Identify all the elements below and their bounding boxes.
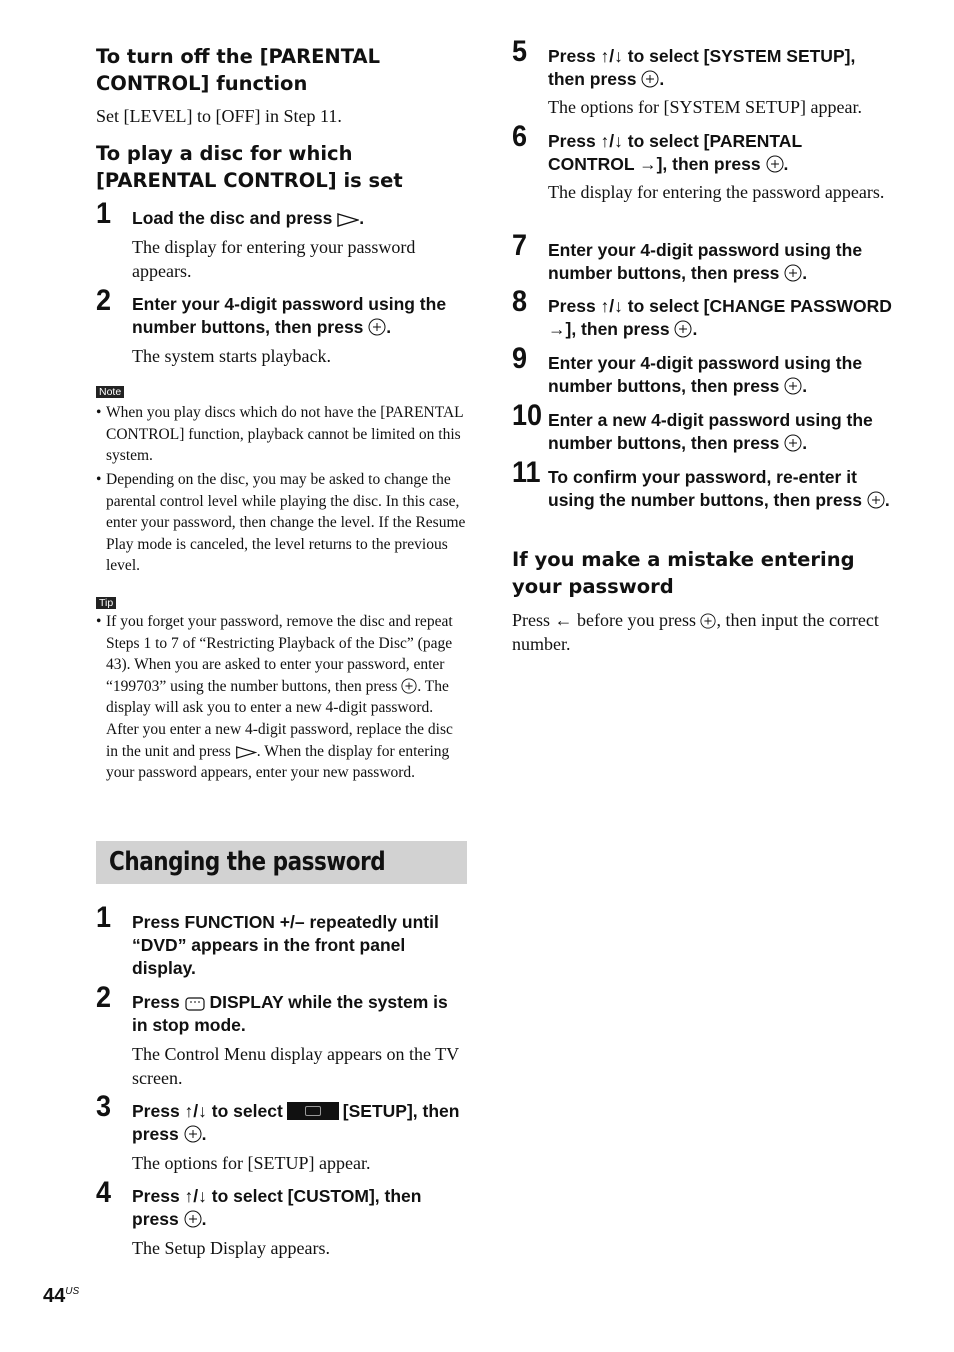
enter-icon [368, 318, 386, 336]
enter-icon [867, 491, 885, 509]
step-number: 9 [512, 342, 528, 375]
step-instruction: Press ↑/↓ to select [SETUP], then press . [132, 1101, 460, 1144]
section-title: Changing the password [109, 847, 386, 877]
step-instruction: Load the disc and press . [132, 208, 365, 228]
enter-icon [674, 320, 692, 338]
step-instruction: Enter your 4-digit password using the number buttons, then press . [132, 294, 447, 337]
step-number: 10 [512, 399, 543, 432]
step-instruction: Press ↑/↓ to select [CHANGE PASSWORD →], then press . [548, 296, 892, 339]
step-instruction: Press ↑/↓ to select [CUSTOM], then press . [132, 1186, 422, 1229]
play-icon [235, 746, 257, 759]
enter-icon [641, 70, 659, 88]
step-number: 11 [512, 456, 541, 489]
tip-item: • If you forget your password, remove the disc and repeat Steps 1 to 7 of “Restricting Playback of the Disc” (page 43). When you are asked to enter your password, enter “199703” using the number buttons, then press . The display will ask you to enter a new 4-digit password. After you enter a new 4-digit password, replace the disc in the unit and press . When the display for entering your password appears, enter your new password. [96, 611, 468, 784]
heading-play-disc: To play a disc for which [PARENTAL CONTROL] is set [96, 142, 403, 192]
heading-turn-off-parental: To turn off the [PARENTAL CONTROL] function [96, 45, 381, 95]
enter-icon [784, 434, 802, 452]
step-number: 2 [96, 284, 112, 317]
step-instruction: Press FUNCTION +/– repeatedly until “DVD” appears in the front panel display. [132, 912, 439, 978]
step-result: The options for [SYSTEM SETUP] appear. [548, 97, 862, 117]
step-number: 4 [96, 1176, 112, 1209]
enter-icon [401, 678, 417, 694]
step-number: 5 [512, 35, 528, 68]
step-instruction: Press DISPLAY while the system is in stop mode. [132, 992, 448, 1035]
note-item: • When you play discs which do not have the [PARENTAL CONTROL] function, playback cannot be limited on this system. [96, 402, 468, 467]
play-icon [337, 213, 359, 227]
turn-off-text: Set [LEVEL] to [OFF] in Step 11. [96, 106, 342, 126]
enter-icon [184, 1210, 202, 1228]
step-number: 7 [512, 229, 528, 262]
step-number: 3 [96, 1090, 112, 1123]
step-number: 2 [96, 981, 112, 1014]
setup-toolbox-icon [287, 1102, 339, 1120]
step-number: 1 [96, 197, 112, 230]
step-instruction: Enter your 4-digit password using the number buttons, then press . [548, 240, 863, 283]
enter-icon [184, 1125, 202, 1143]
step-result: The Control Menu display appears on the TV screen. [132, 1044, 459, 1088]
step-number: 1 [96, 901, 112, 934]
page-number: $44^{US}$ [43, 1285, 80, 1307]
step-result: The Setup Display appears. [132, 1238, 330, 1258]
mistake-text: Press ← before you press , then input the correct number. [512, 610, 879, 654]
step-instruction: Enter your 4-digit password using the number buttons, then press . [548, 353, 863, 396]
step-result: The display for entering your password appears. [132, 237, 416, 281]
enter-icon [766, 155, 784, 173]
enter-icon [700, 613, 716, 629]
display-icon [185, 997, 205, 1011]
step-instruction: To confirm your password, re-enter it using the number buttons, then press . [548, 467, 890, 510]
step-number: 8 [512, 285, 528, 318]
note-item: • Depending on the disc, you may be asked to change the parental control level while playing the disc. In this case, enter your password, then change the level. If the Resume Play mode is canceled, the level returns to the previous level. [96, 469, 468, 577]
tip-badge: Tip [96, 597, 116, 609]
step-instruction: Press ↑/↓ to select [PARENTAL CONTROL →], then press . [548, 131, 802, 174]
section-header [96, 841, 467, 884]
enter-icon [784, 377, 802, 395]
heading-mistake: If you make a mistake entering your password [512, 548, 855, 598]
enter-icon [784, 264, 802, 282]
step-result: The system starts playback. [132, 346, 331, 366]
step-instruction: Enter a new 4-digit password using the number buttons, then press . [548, 410, 873, 453]
step-number: 6 [512, 120, 528, 153]
step-result: The options for [SETUP] appear. [132, 1153, 371, 1173]
note-badge: Note [96, 386, 124, 398]
step-instruction: Press ↑/↓ to select [SYSTEM SETUP], then press . [548, 46, 856, 89]
step-result: The display for entering the password appears. [548, 182, 885, 202]
